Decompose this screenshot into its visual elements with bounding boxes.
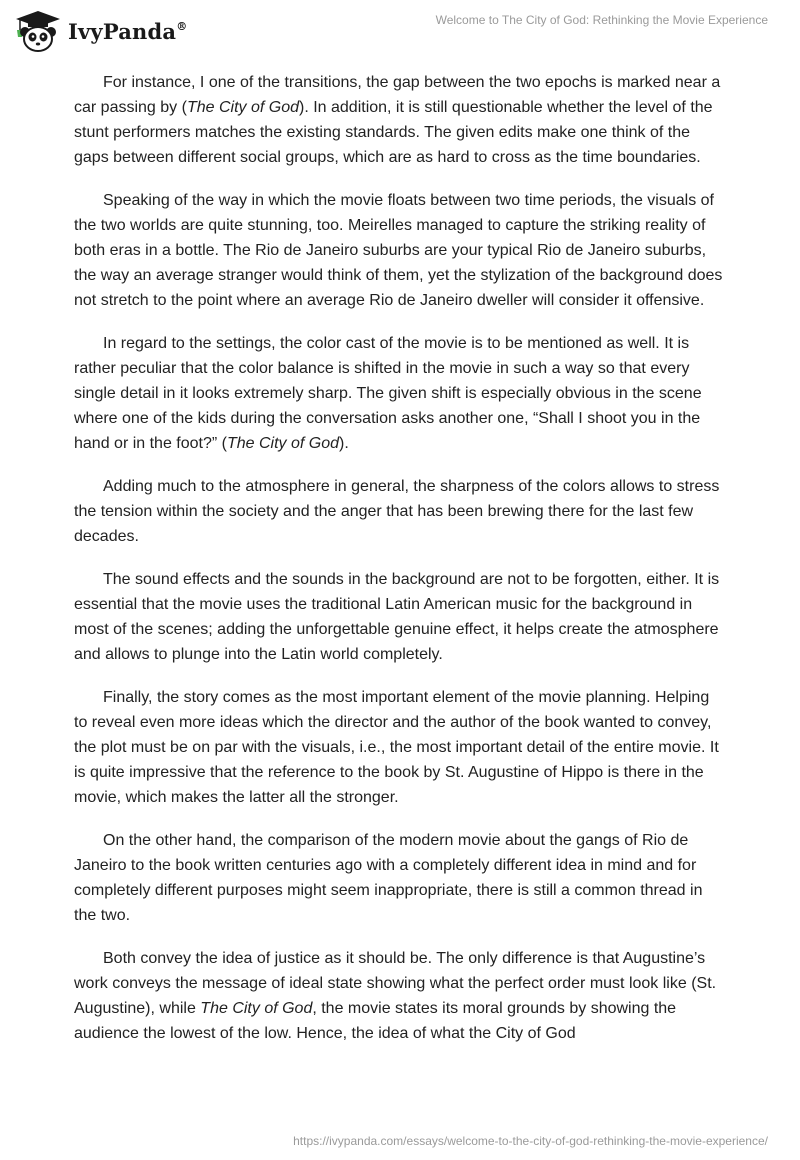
paragraph-text: For instance, I one of the transitions, the gap between the two epochs is marked near a car passing by ( — [74, 74, 721, 116]
paragraph-text: On the other hand, the comparison of the modern movie about the gangs of Rio de Janeiro to the book written centuries ago with a completely different idea in mind and for completely different purposes might seem inappropriate, there is still a common thread in the two. — [74, 832, 703, 924]
ivypanda-logo[interactable] — [14, 10, 187, 52]
cited-title: The City of God — [200, 1000, 313, 1017]
essay-paragraph — [74, 70, 724, 170]
paragraph-text: The sound effects and the sounds in the background are not to be forgotten, either. It is essential that the movie uses the traditional Latin American music for the background in most of the scenes; adding the unforgettable genuine effect, it helps create the atmosphere and allows to plunge into the Latin world completely. — [74, 571, 720, 663]
essay-paragraph — [74, 685, 724, 810]
paragraph-text: ). In addition, it is still questionable whether the level of the stunt performers matches the existing standards. The given edits make one think of the gaps between different social groups, which are as hard to cross as the time boundaries. — [74, 99, 713, 166]
essay-paragraph — [74, 567, 724, 667]
cited-title: The City of God — [186, 99, 299, 116]
paragraph-text: ). — [339, 435, 349, 452]
paragraph-text: Both convey the idea of justice as it should be. The only difference is that Augustine’s work conveys the message of ideal state showing what the perfect order must look like (St. Augustine), while — [74, 950, 717, 1017]
essay-body — [74, 70, 724, 1064]
paragraph-text: Finally, the story comes as the most important element of the movie planning. Helping to reveal even more ideas which the director and the author of the book wanted to convey, the plot must be on par with the visuals, i.e., the most important detail of the entire movie. It is quite impressive that the reference to the book by St. Augustine of Hippo is there in the movie, which makes the latter all the stronger. — [74, 689, 719, 806]
paragraph-text: , the movie states its moral grounds by showing the audience the lowest of the low. Hence, the idea of what the City of God — [74, 1000, 677, 1042]
essay-paragraph — [74, 188, 724, 313]
cited-title: The City of God — [226, 435, 340, 452]
document-title: Welcome to The City of God: Rethinking the Movie Experience — [435, 13, 768, 27]
brand-name: IvyPanda® — [68, 18, 188, 44]
paragraph-text: In regard to the settings, the color cast of the movie is to be mentioned as well. It is rather peculiar that the color balance is shifted in the movie in such a way so that every single detail in it looks extremely sharp. The given shift is especially obvious in the scene where one of the kids during the conversation asks another one, “Shall I shoot you in the hand or in the foot?” ( — [74, 335, 702, 452]
paragraph-text: Adding much to the atmosphere in general, the sharpness of the colors allows to stress the tension within the society and the anger that has been brewing there for the last few decades. — [74, 478, 720, 545]
essay-paragraph — [74, 474, 724, 549]
source-url[interactable]: https://ivypanda.com/essays/welcome-to-the-city-of-god-rethinking-the-movie-experience/ — [293, 1134, 768, 1148]
panda-graduate-icon — [14, 10, 62, 52]
essay-paragraph — [74, 828, 724, 928]
page-header — [0, 0, 800, 60]
paragraph-text: Speaking of the way in which the movie floats between two time periods, the visuals of the two worlds are quite stunning, too. Meirelles managed to capture the striking reality of both eras in a bottle. The Rio de Janeiro suburbs are your typical Rio de Janeiro suburbs, the way an average stranger would think of them, yet the stylization of the background does not stretch to the point where an average Rio de Janeiro dweller will consider it offensive. — [74, 192, 723, 309]
essay-paragraph — [74, 331, 724, 456]
essay-paragraph — [74, 946, 724, 1046]
